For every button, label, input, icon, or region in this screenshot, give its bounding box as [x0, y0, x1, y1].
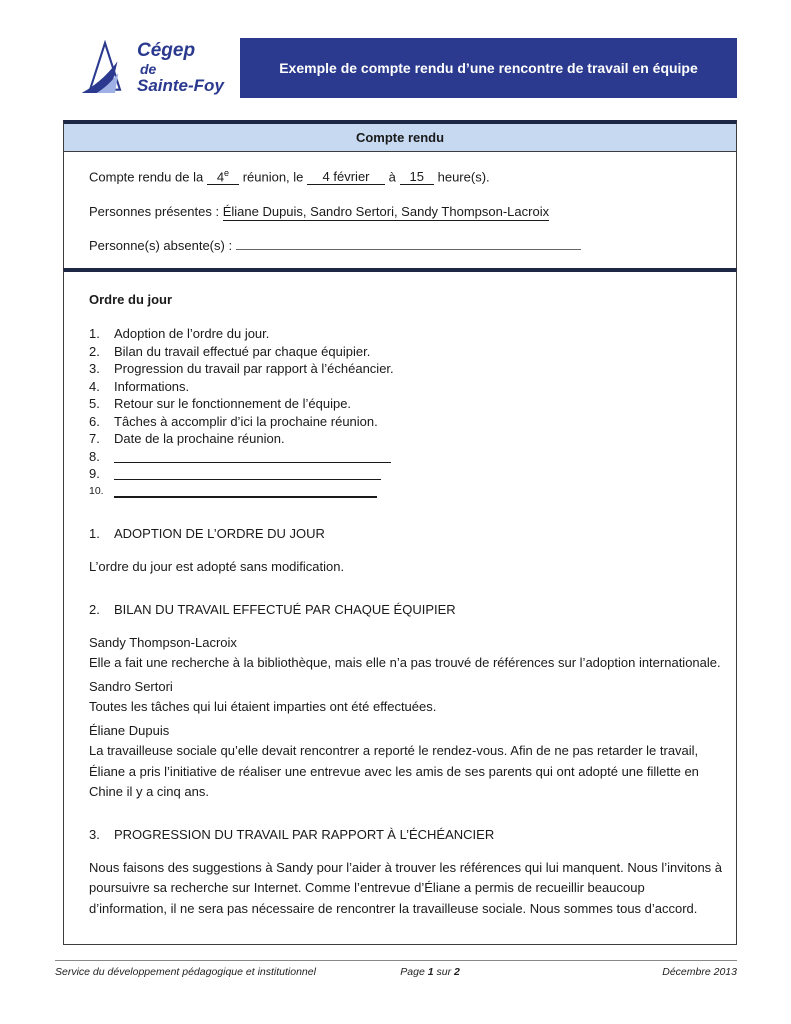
member-name: Sandro Sertori: [89, 678, 173, 694]
section-heading-text: BILAN DU TRAVAIL EFFECTUÉ PAR CHAQUE ÉQUIPIER: [114, 601, 456, 617]
meeting-mid2: à: [388, 169, 396, 185]
agenda-item-number: 3.: [89, 361, 100, 376]
page-footer: [55, 960, 737, 978]
agenda-item-text: Bilan du travail effectué par chaque équipier.: [114, 343, 371, 359]
agenda-item: [89, 343, 724, 361]
table-title: Compte rendu: [355, 130, 445, 145]
member-name: Éliane Dupuis: [89, 722, 170, 738]
agenda-item-number: 8.: [89, 448, 100, 464]
agenda-item-blank: [89, 483, 724, 501]
agenda-blank-line: [114, 451, 391, 463]
meeting-intro: Compte rendu de la: [89, 169, 204, 185]
agenda-item-number: 1.: [89, 326, 100, 341]
table-body: [64, 152, 736, 273]
agenda-item-number: 9.: [89, 466, 100, 481]
agenda-item-number: 2.: [89, 343, 100, 359]
member-entry: [89, 721, 724, 803]
section-paragraph: L’ordre du jour est adopté sans modification.: [89, 559, 345, 574]
member-name: Sandy Thompson-Lacroix: [89, 634, 237, 650]
meeting-hour-blank: 15: [400, 169, 434, 185]
meeting-number: 4: [216, 169, 225, 185]
minutes-body: [63, 268, 737, 945]
logo-line-1: Cégep: [137, 39, 196, 61]
member-report: Toutes les tâches qui lui étaient imparties ont été effectuées.: [89, 699, 437, 714]
section-heading: [89, 526, 724, 541]
agenda-item-text: Retour sur le fonctionnement de l’équipe.: [114, 396, 352, 411]
section-number: 3.: [89, 826, 100, 842]
agenda-item-number: 6.: [89, 413, 100, 429]
agenda-item-number: 10.: [89, 484, 104, 497]
agenda-item-blank: [89, 465, 724, 483]
present-label: Personnes présentes :: [89, 204, 220, 220]
agenda-item: [89, 430, 724, 448]
present-line: [89, 204, 711, 219]
present-names: Éliane Dupuis, Sandro Sertori, Sandy Thompson-Lacroix: [222, 204, 550, 220]
compte-rendu-table: [63, 120, 737, 274]
footer-page-label: Page: [400, 966, 428, 978]
footer-service-name: Service du développement pédagogique et institutionnel: [55, 966, 316, 978]
agenda-item: [89, 395, 724, 413]
section-entries: [89, 633, 724, 803]
absent-line: [89, 238, 711, 253]
section-number: 2.: [89, 601, 100, 617]
agenda-item: [89, 378, 724, 396]
title-banner: [240, 38, 737, 98]
agenda-item: [89, 325, 724, 343]
footer-page-separator: sur: [433, 966, 455, 978]
agenda-item-text: Tâches à accomplir d’ici la prochaine réunion.: [114, 413, 378, 429]
section-adoption: [89, 526, 724, 578]
member-report: La travailleuse sociale qu’elle devait rencontrer a reporté le rendez-vous. Afin de ne pas retarder le travail, Éliane a pris l’initiative de réaliser une entrevue avec les amis de ses parents qui ont adopté une fillette en Chine il y a cinq ans.: [89, 743, 699, 799]
section-heading: [89, 827, 724, 842]
absent-blank-line: [236, 238, 581, 250]
banner-title: Exemple de compte rendu d’une rencontre de travail en équipe: [279, 60, 698, 76]
section-heading-text: ADOPTION DE L’ORDRE DU JOUR: [114, 526, 325, 541]
agenda-blank-line: [114, 486, 377, 498]
agenda-item: [89, 413, 724, 431]
cegep-logo-text: [137, 41, 224, 95]
agenda-item-blank: [89, 448, 724, 466]
member-entry: [89, 633, 724, 674]
document-header: [80, 38, 737, 98]
agenda-item-text: Progression du travail par rapport à l’échéancier.: [114, 361, 394, 376]
section-heading-text: PROGRESSION DU TRAVAIL PAR RAPPORT À L’ÉCHÉANCIER: [114, 826, 495, 842]
section-bilan: [89, 602, 724, 803]
agenda-item-number: 4.: [89, 378, 100, 394]
member-report: Elle a fait une recherche à la bibliothèque, mais elle n’a pas trouvé de références sur l’adoption internationale.: [89, 655, 721, 670]
meeting-mid1: réunion, le: [242, 169, 304, 185]
agenda-blank-line: [114, 468, 381, 480]
meeting-number-blank: [207, 168, 239, 185]
section-progression: [89, 827, 724, 920]
section-heading: [89, 602, 724, 617]
table-header-row: [64, 124, 736, 152]
logo-line-3: Sainte-Foy: [137, 76, 224, 96]
footer-page-number: [362, 966, 498, 978]
agenda-item-text: Informations.: [114, 378, 190, 394]
cegep-logo-icon: [80, 39, 130, 97]
agenda-item-number: 5.: [89, 396, 100, 411]
footer-page-current: 1: [427, 966, 434, 978]
agenda-item: [89, 360, 724, 378]
member-entry: [89, 677, 724, 718]
meeting-number-suffix: e: [224, 168, 230, 178]
agenda-item-text: Adoption de l’ordre du jour.: [114, 326, 270, 341]
agenda-title: Ordre du jour: [89, 292, 173, 307]
footer-page-total: 2: [454, 966, 460, 978]
section-number: 1.: [89, 526, 100, 541]
agenda-item-number: 7.: [89, 431, 100, 446]
meeting-date-blank: 4 février: [307, 169, 385, 185]
agenda-list: [89, 325, 724, 500]
agenda-item-text: Date de la prochaine réunion.: [114, 431, 285, 446]
absent-label: Personne(s) absente(s) :: [89, 238, 233, 254]
logo-line-2: de: [140, 60, 157, 77]
meeting-info-line: [89, 168, 711, 185]
footer-date: Décembre 2013: [662, 966, 737, 978]
cegep-logo: [80, 38, 240, 98]
section-paragraph: Nous faisons des suggestions à Sandy pour l’aider à trouver les références qui lui manquent. Nous l’invitons à poursuivre sa recherche sur Internet. Comme l’entrevue d’Éliane a permis de recueillir beaucoup d’information, il ne sera pas nécessaire de rencontrer la travailleuse sociale. Nous sommes tous d’accord.: [89, 859, 723, 916]
meeting-suffix: heure(s).: [437, 169, 490, 185]
